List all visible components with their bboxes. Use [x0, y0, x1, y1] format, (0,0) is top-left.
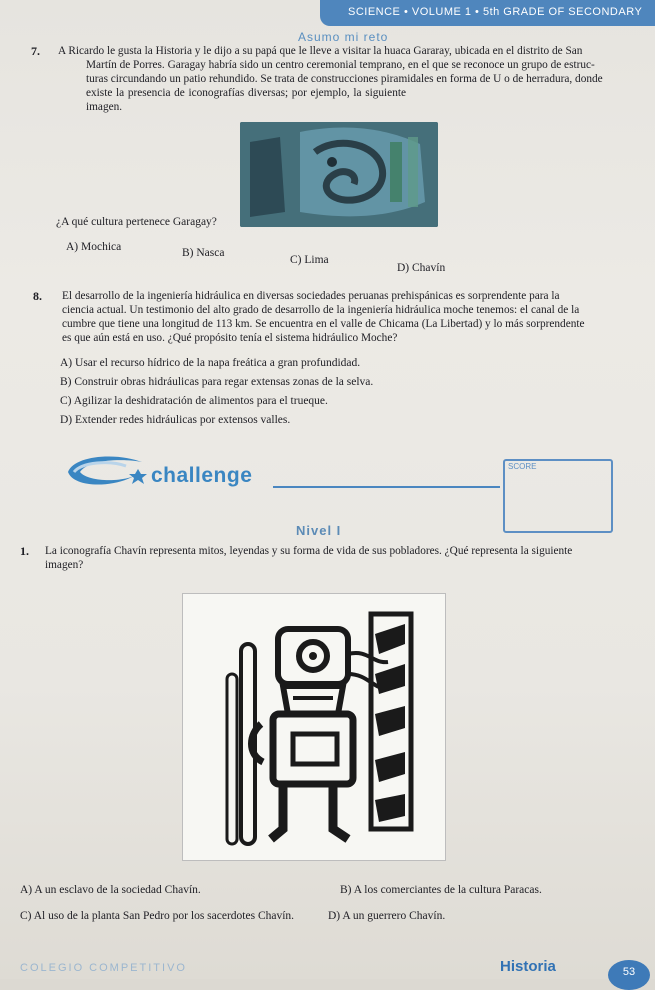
- question-7-line: turas circundando un patio rehundido. Se trata de construcciones piramidales en forma de U o de herradura, donde: [86, 73, 603, 85]
- question-8-option-a[interactable]: A) Usar el recurso hídrico de la napa freática a gran profundidad.: [60, 357, 361, 369]
- question-7-line: A Ricardo le gusta la Historia y le dijo a su papá que le lleve a visitar la huaca Gararay, ubicada en el distrito de San: [58, 45, 583, 57]
- question-7-line: existe la presencia de iconografías diversas; por ejemplo, la siguiente imagen.: [86, 87, 406, 113]
- volume-banner-text: SCIENCE • VOLUME 1 • 5th GRADE OF SECONDARY: [348, 6, 643, 18]
- question-8-option-b[interactable]: B) Construir obras hidráulicas para regar extensas zonas de la selva.: [60, 376, 374, 388]
- score-label: SCORE: [508, 462, 537, 471]
- footer-school-name: COLEGIO COMPETITIVO: [20, 962, 187, 974]
- question-7-option-c[interactable]: C) Lima: [290, 254, 329, 266]
- challenge-question-1-line: imagen?: [45, 559, 84, 571]
- question-8-option-d[interactable]: D) Extender redes hidráulicas por extensos valles.: [60, 414, 291, 426]
- challenge-question-1-option-d[interactable]: D) A un guerrero Chavín.: [328, 910, 446, 922]
- question-8-text: [62, 289, 622, 345]
- question-8-line: es que aún está en uso. ¿Qué propósito tenía el sistema hidráulico Moche?: [62, 332, 398, 344]
- question-8-line: cumbre que tiene una longitud de 113 km. Se encuentra en el valle de Chicama (La Libertad) y lo más sorprendente: [62, 318, 585, 330]
- challenge-question-1-option-b[interactable]: B) A los comerciantes de la cultura Paracas.: [340, 884, 542, 896]
- question-7-option-a[interactable]: A) Mochica: [66, 241, 122, 253]
- footer-subject: Historia: [500, 958, 556, 975]
- challenge-question-1-option-a[interactable]: A) A un esclavo de la sociedad Chavín.: [20, 884, 201, 896]
- challenge-logo-icon: [64, 452, 152, 490]
- question-8-line: El desarrollo de la ingeniería hidráulica en diversas sociedades peruanas prehispánicas es sorprendente para la: [62, 290, 560, 302]
- challenge-question-1-line: La iconografía Chavín representa mitos, leyendas y su forma de vida de sus pobladores. ¿Qué representa la siguiente: [45, 545, 573, 557]
- question-8-number: 8.: [33, 289, 42, 303]
- challenge-title: challenge: [151, 464, 253, 487]
- page-number: 53: [608, 960, 650, 990]
- garagay-iconography-image: [240, 122, 438, 227]
- level-title: Nivel I: [296, 523, 342, 538]
- question-8-option-c[interactable]: C) Agilizar la deshidratación de alimentos para el trueque.: [60, 395, 328, 407]
- section-title: Asumo mi reto: [298, 30, 389, 44]
- challenge-question-1-option-c[interactable]: C) Al uso de la planta San Pedro por los sacerdotes Chavín.: [20, 910, 295, 922]
- question-7-prompt: ¿A qué cultura pertenece Garagay?: [56, 216, 217, 228]
- question-7-line: Martín de Porres. Garagay habría sido un centro ceremonial temprano, en el que se reconoce un grupo de estruc-: [86, 59, 595, 71]
- question-8-line: ciencia actual. Un testimonio del alto grado de desarrollo de la ingeniería hidráulica moche tenemos: el canal de la: [62, 304, 580, 316]
- challenge-divider: [273, 486, 500, 488]
- challenge-question-1-text: [45, 544, 620, 572]
- question-7-number: 7.: [31, 44, 40, 58]
- question-7-text: [58, 44, 614, 114]
- challenge-question-1-number: 1.: [20, 544, 29, 558]
- chavin-warrior-image: [182, 593, 446, 861]
- question-7-option-d[interactable]: D) Chavín: [397, 262, 446, 274]
- volume-banner: [320, 0, 655, 26]
- question-7-option-b[interactable]: B) Nasca: [182, 247, 225, 259]
